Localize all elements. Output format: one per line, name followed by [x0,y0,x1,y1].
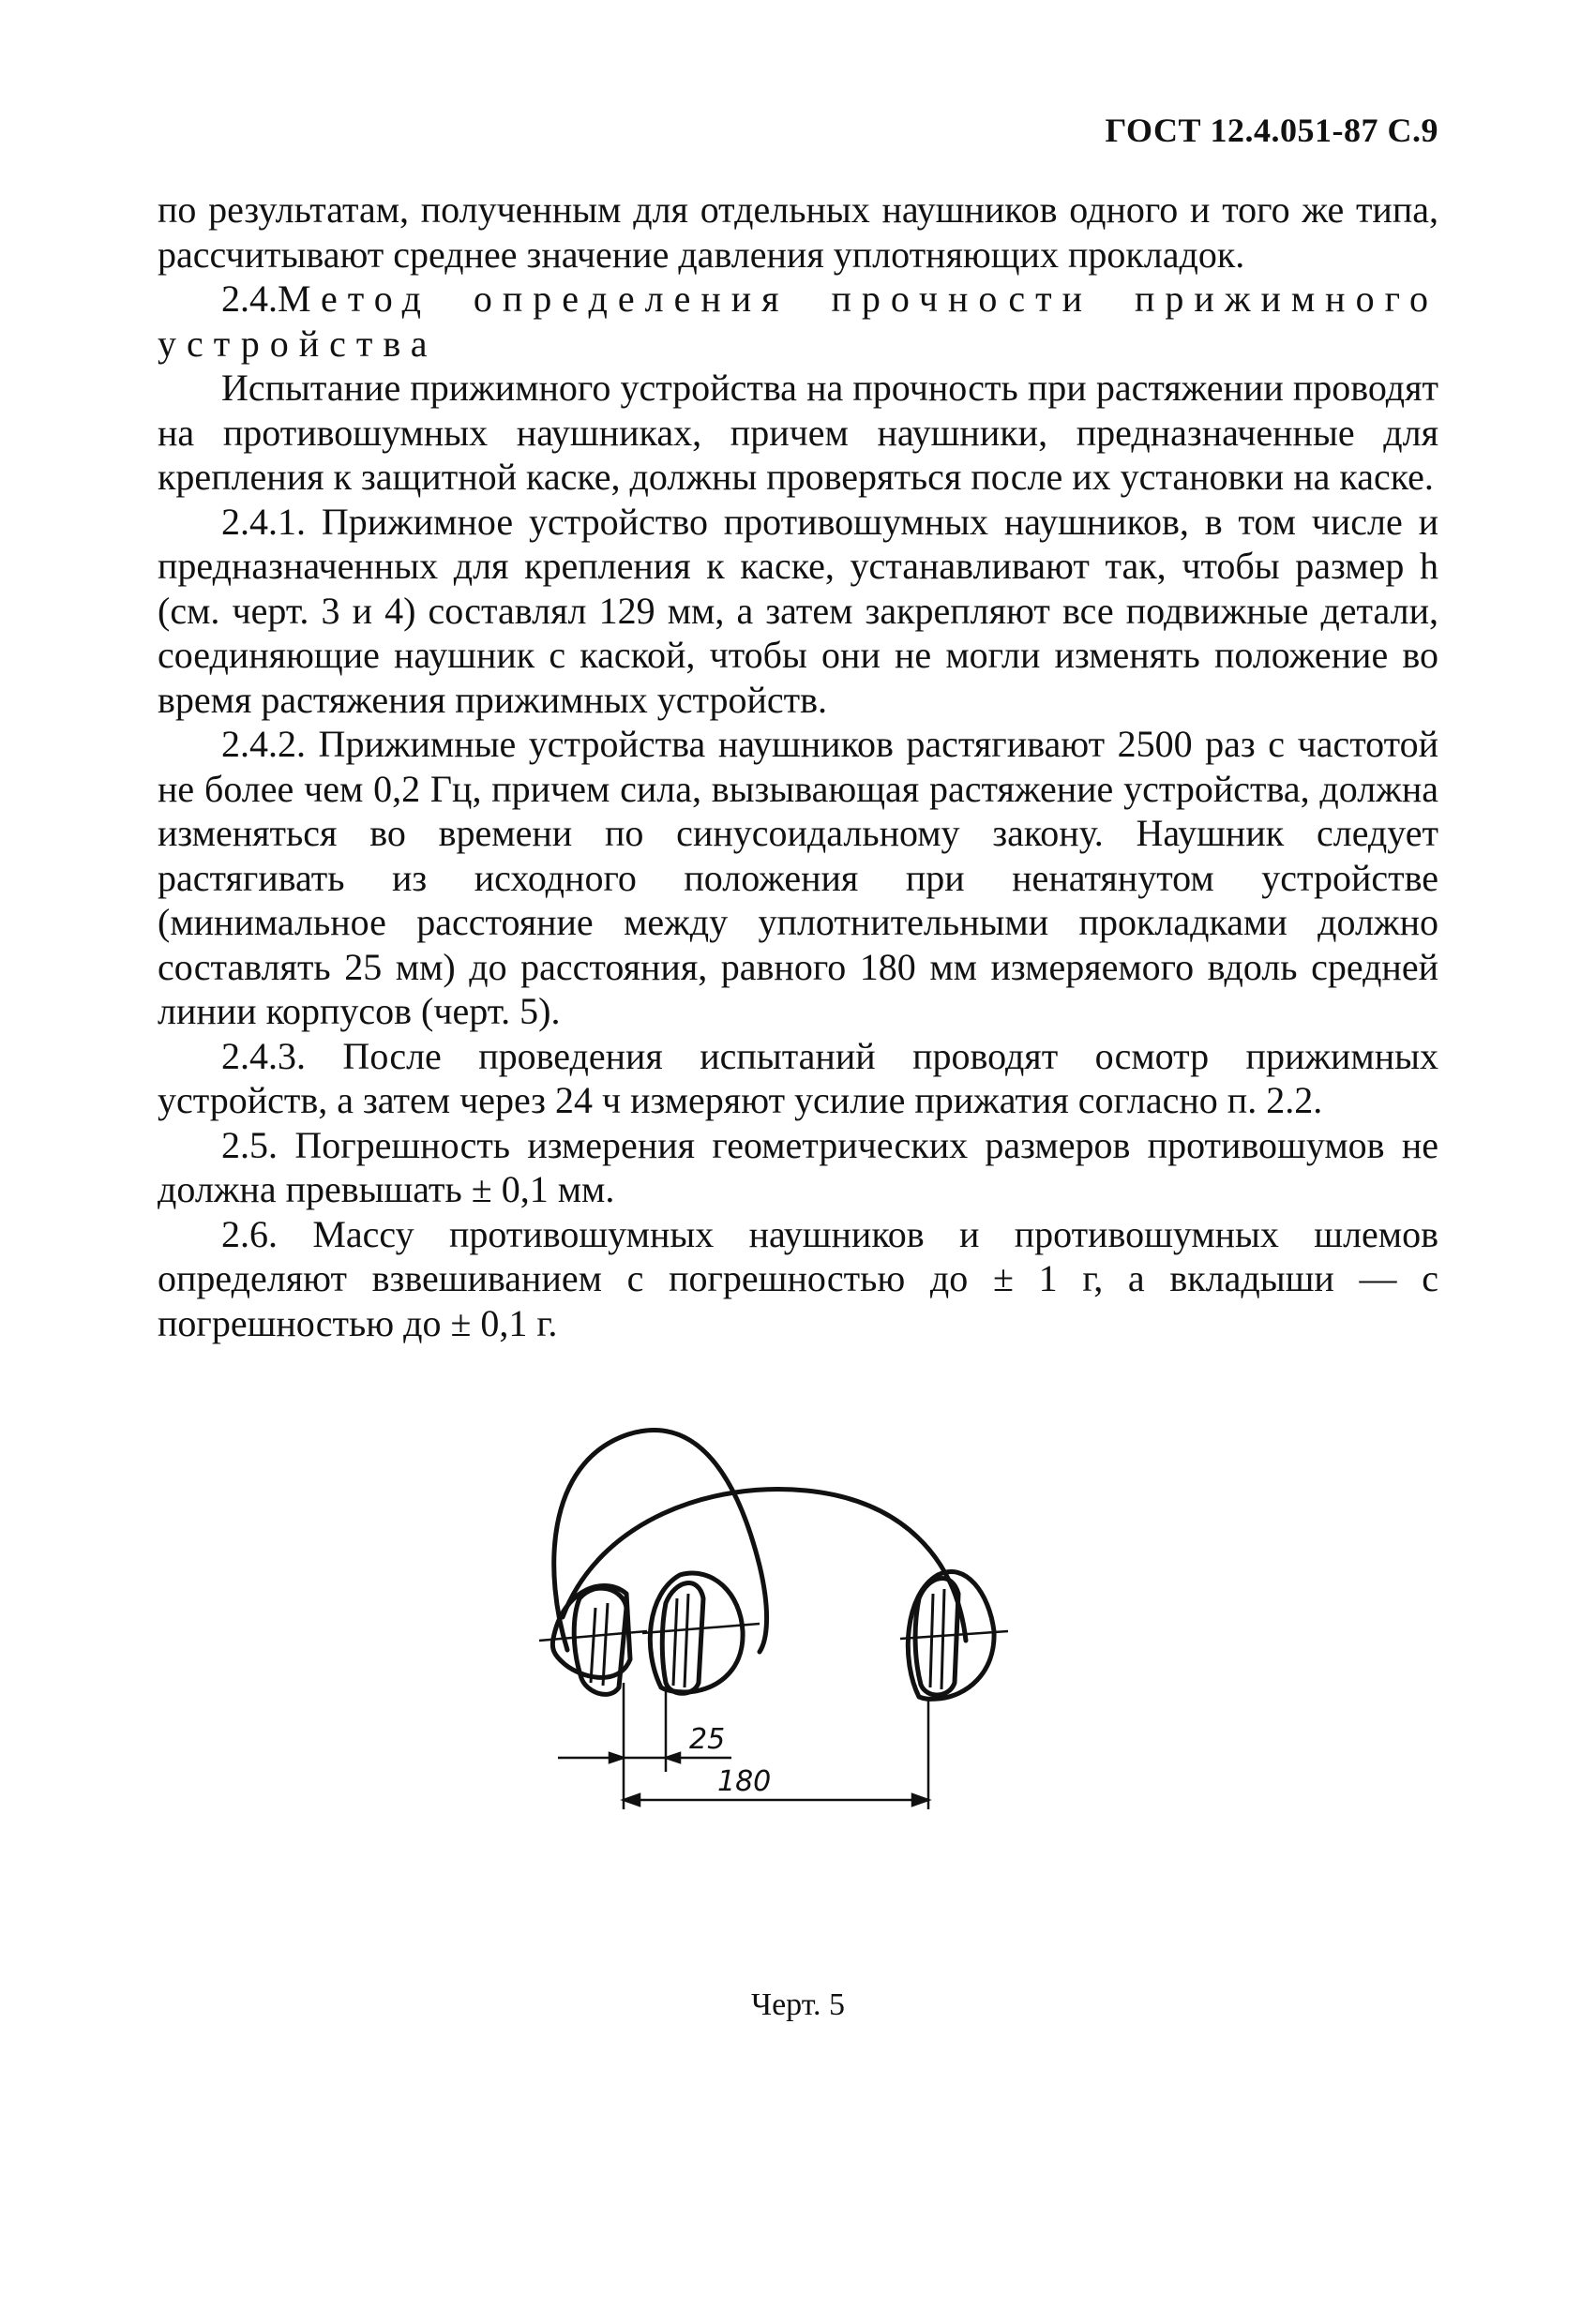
paragraph-2-4-1: 2.4.1. Прижимное устройство противошумных наушников, в том числе и предназначенных для крепления к каске, устанавливают так, чтобы размер h (см. черт. 3 и 4) составлял 129 мм, а затем закрепляют все подвижные детали, соединяющие наушник с каской, чтобы они не могли изменять положение во время растяжения прижимных устройств. [158,500,1438,721]
paragraph-test-intro: Испытание прижимного устройства на прочность при растяжении проводят на противошумных наушниках, причем наушники, предназначенные для крепления к защитной каске, должны проверяться после их установки на каске. [158,367,1438,498]
section-number: 2.4. [221,277,278,320]
dimension-label-180: 180 [717,1765,772,1798]
paragraph-2-4-3: 2.4.3. После проведения испытаний проводят осмотр прижимных устройств, а затем через 24 ч измеряют усилие прижатия согласно п. 2.2. [158,1034,1438,1121]
figure-headphones-drawing [525,1406,1013,1875]
headband-relaxed [554,1431,767,1652]
headphones-diagram [525,1406,1013,1875]
page-header-code: ГОСТ 12.4.051-87 С.9 [1105,112,1438,149]
dimension-label-25: 25 [689,1723,726,1756]
figure-caption: Черт. 5 [750,1987,846,2022]
section-heading-2-4 [158,277,1438,366]
paragraph-2-6: 2.6. Массу противошумных наушников и противошумных шлемов определяют взвешиванием с погрешностью до ± 1 г, а вкладыши — с погрешностью до ± 0,1 г. [158,1212,1438,1344]
paragraph-continuation: по результатам, полученным для отдельных наушников одного и того же типа, рассчитывают среднее значение давления уплотняющих прокладок. [158,188,1438,276]
paragraph-2-4-2: 2.4.2. Прижимные устройства наушников растягивают 2500 раз с частотой не более чем 0,2 Гц, причем сила, вызывающая растяжение устройства, должна изменяться во времени по синусоидальному закону. Наушник следует растягивать из исходного положения при ненатянутом устройстве (минимальное расстояние между уплотнительными прокладками должно составлять 25 мм) до расстояния, равного 180 мм измеряемого вдоль средней линии корпусов (черт. 5). [158,723,1438,1032]
document-body [158,187,1438,1345]
paragraph-2-5: 2.5. Погрешность измерения геометрических размеров противошумов не должна превышать ± 0,1 мм. [158,1123,1438,1210]
section-title: Метод определения прочности прижимного устройства [158,277,1438,365]
middle-cushion [662,1583,703,1694]
